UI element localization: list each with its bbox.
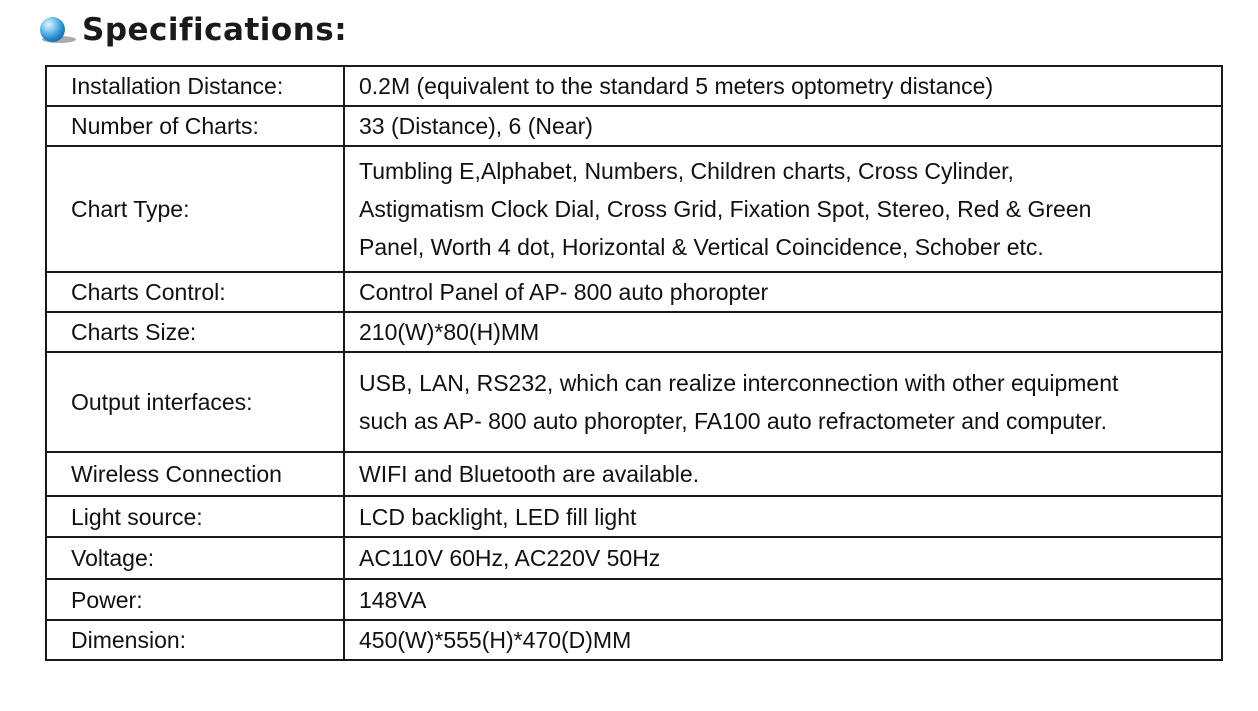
spec-value-line: USB, LAN, RS232, which can realize interconnection with other equipment xyxy=(359,370,1119,396)
spec-value-line: such as AP- 800 auto phoropter, FA100 auto refractometer and computer. xyxy=(359,408,1107,434)
spec-label: Power: xyxy=(46,579,344,620)
table-row xyxy=(46,272,1222,312)
table-row xyxy=(46,496,1222,537)
spec-value xyxy=(344,452,1222,496)
spec-label: Installation Distance: xyxy=(46,66,344,106)
spec-value-line: Tumbling E,Alphabet, Numbers, Children charts, Cross Cylinder, xyxy=(359,158,1014,184)
sphere-bullet-icon xyxy=(38,14,78,46)
spec-value-line: 148VA xyxy=(359,586,427,613)
table-row xyxy=(46,537,1222,579)
section-title: Specifications: xyxy=(82,12,348,48)
spec-value xyxy=(344,496,1222,537)
specifications-table-body xyxy=(46,66,1222,660)
table-row xyxy=(46,352,1222,452)
table-row xyxy=(46,579,1222,620)
spec-value xyxy=(344,312,1222,352)
table-row xyxy=(46,620,1222,660)
spec-label: Dimension: xyxy=(46,620,344,660)
spec-value xyxy=(344,106,1222,146)
spec-label: Charts Control: xyxy=(46,272,344,312)
spec-value-line: WIFI and Bluetooth are available. xyxy=(359,461,700,487)
spec-value-line: 450(W)*555(H)*470(D)MM xyxy=(359,627,632,653)
section-heading xyxy=(38,8,347,52)
table-row xyxy=(46,106,1222,146)
spec-value-line: Panel, Worth 4 dot, Horizontal & Vertical Coincidence, Schober etc. xyxy=(359,234,1044,260)
spec-label: Chart Type: xyxy=(46,146,344,272)
table-row xyxy=(46,312,1222,352)
spec-value xyxy=(344,620,1222,660)
spec-label: Wireless Connection xyxy=(46,452,344,496)
spec-label: Output interfaces: xyxy=(46,352,344,452)
spec-value-line: AC110V 60Hz, AC220V 50Hz xyxy=(359,545,661,571)
spec-value-line: LCD backlight, LED fill light xyxy=(359,503,637,530)
spec-value xyxy=(344,537,1222,579)
spec-label: Voltage: xyxy=(46,537,344,579)
spec-label: Light source: xyxy=(46,496,344,537)
spec-value xyxy=(344,352,1222,452)
table-row xyxy=(46,452,1222,496)
spec-value-line: 0.2M (equivalent to the standard 5 meters optometry distance) xyxy=(359,73,994,99)
spec-value-line: 33 (Distance), 6 (Near) xyxy=(359,113,593,139)
spec-value xyxy=(344,272,1222,312)
specifications-table xyxy=(45,65,1223,661)
spec-value-line: 210(W)*80(H)MM xyxy=(359,319,540,345)
spec-label: Number of Charts: xyxy=(46,106,344,146)
spec-value xyxy=(344,146,1222,272)
table-row xyxy=(46,66,1222,106)
spec-label: Charts Size: xyxy=(46,312,344,352)
spec-value-line: Control Panel of AP- 800 auto phoropter xyxy=(359,279,769,305)
spec-value xyxy=(344,66,1222,106)
table-row xyxy=(46,146,1222,272)
spec-value-line: Astigmatism Clock Dial, Cross Grid, Fixation Spot, Stereo, Red & Green xyxy=(359,196,1092,222)
spec-value xyxy=(344,579,1222,620)
